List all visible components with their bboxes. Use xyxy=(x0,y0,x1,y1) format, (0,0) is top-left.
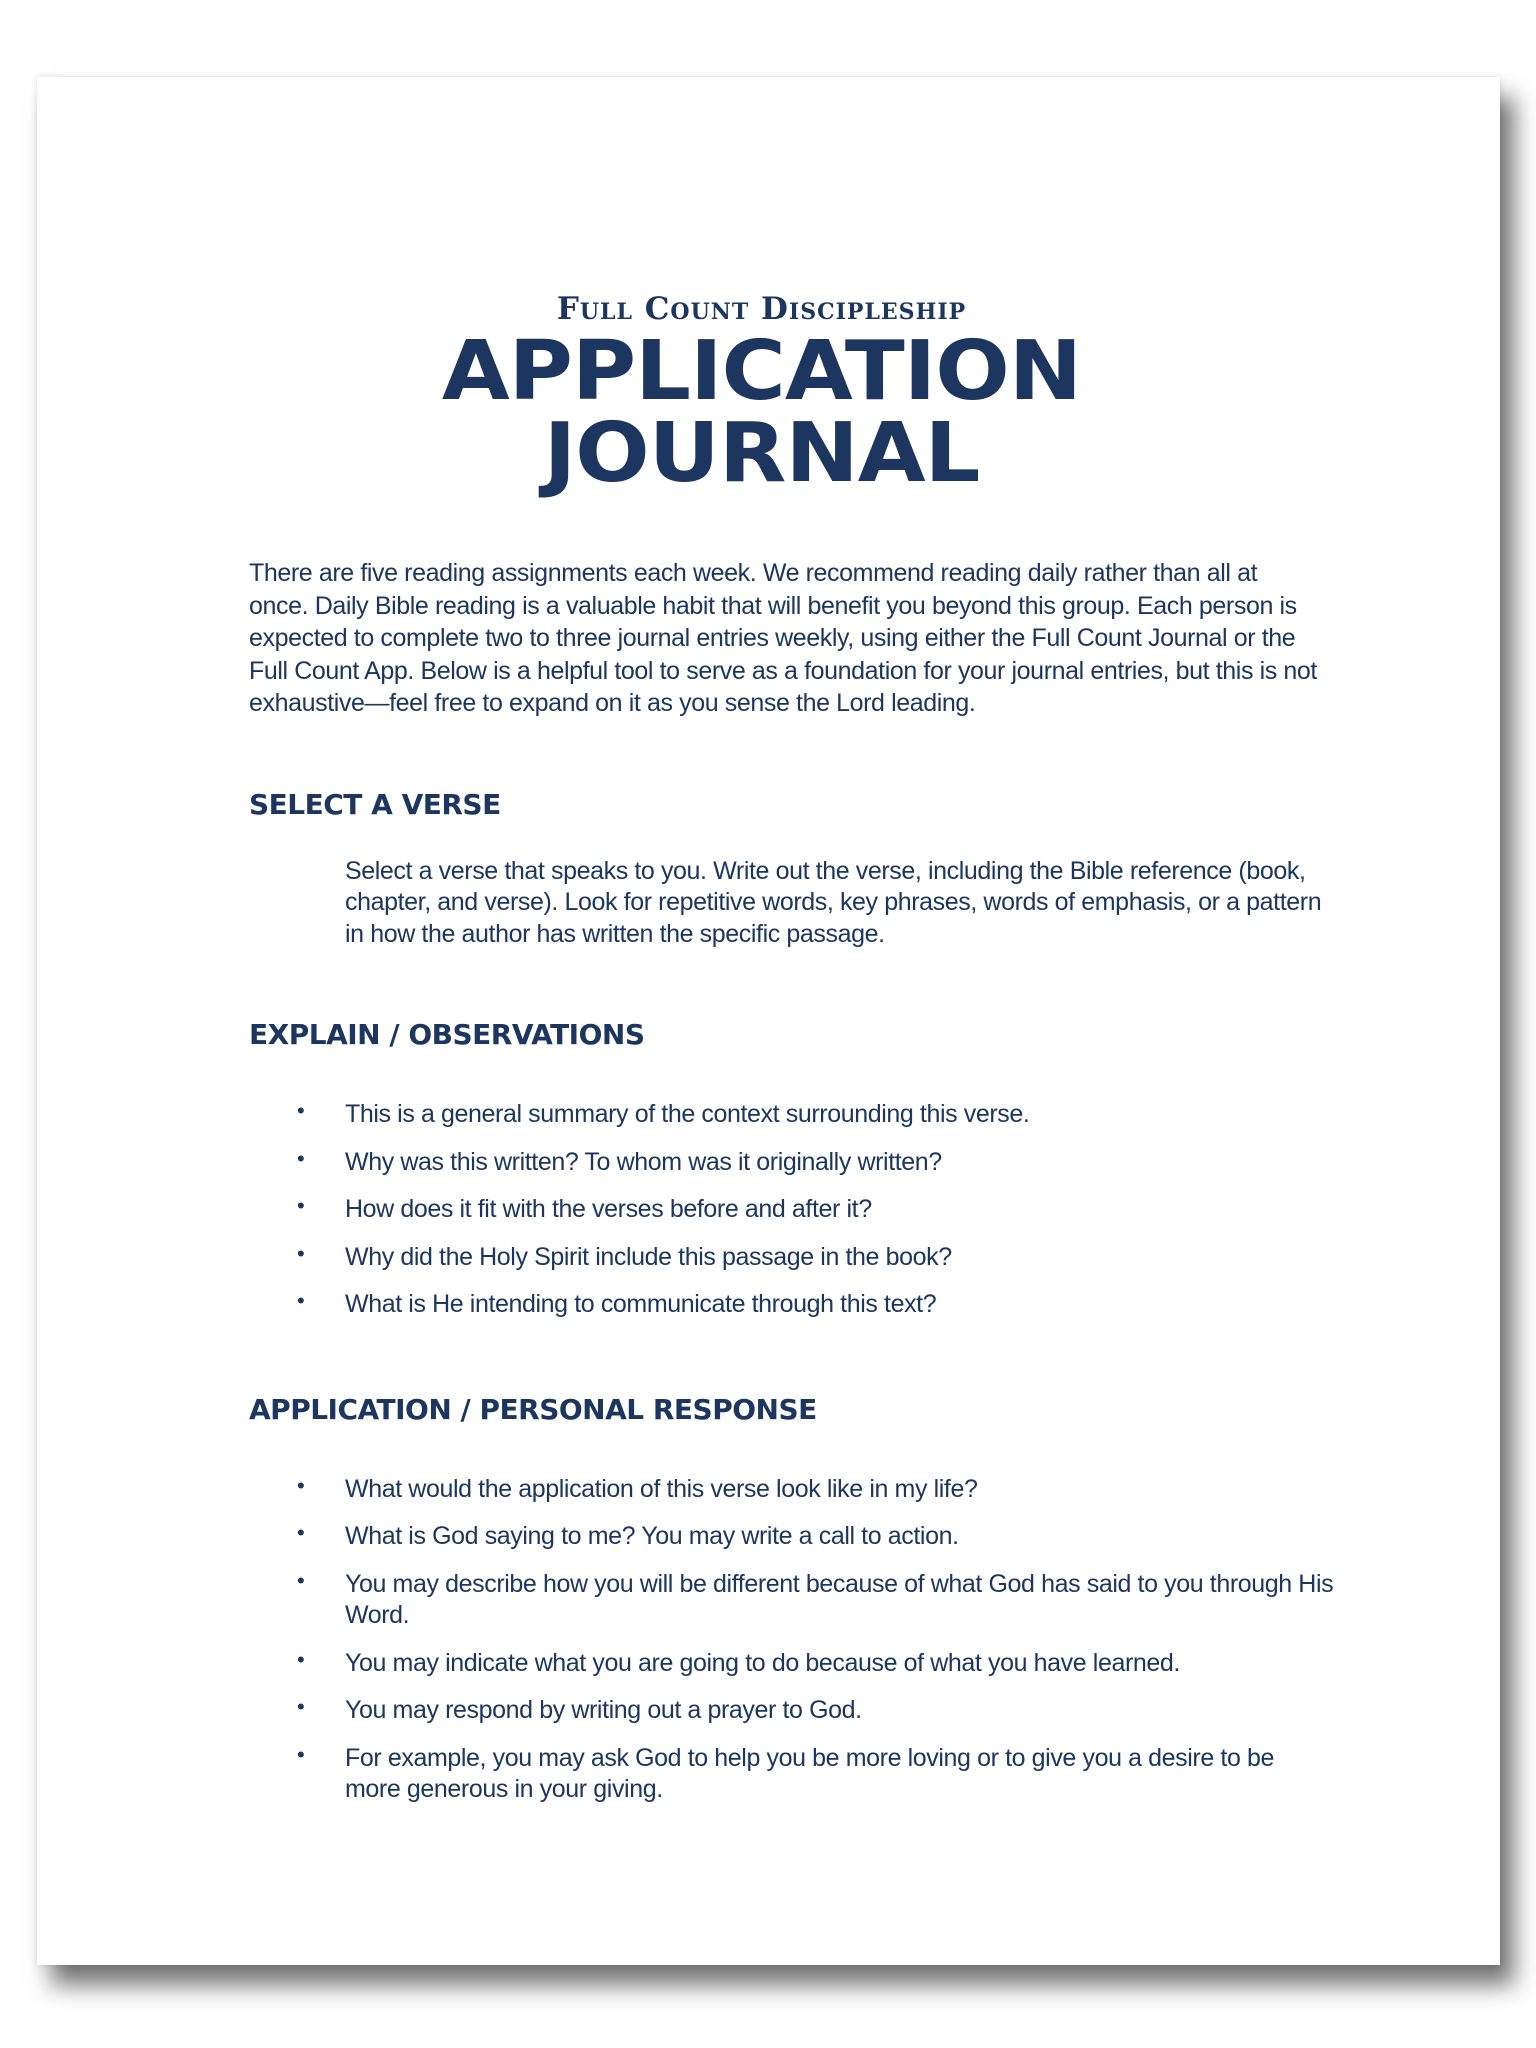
list-item xyxy=(249,1695,1335,1727)
bullet-icon: • xyxy=(297,1694,305,1719)
list-item-text: What is God saying to me? You may write a call to action. xyxy=(345,1522,959,1550)
bullet-icon: • xyxy=(297,1288,305,1313)
select-verse-text: Select a verse that speaks to you. Write out the verse, including the Bible reference (book, chapter, and verse). Look for repetitive words, key phrases, words of emphasis, or a pattern in how the author has written the specific passage. xyxy=(345,856,1322,948)
bullet-icon: • xyxy=(297,1646,305,1672)
bullet-icon: • xyxy=(297,1193,305,1218)
bullet-icon: • xyxy=(297,1240,305,1266)
list-item xyxy=(249,1099,1335,1131)
list-item-text: What is He intending to communicate through this text? xyxy=(345,1290,937,1318)
list-item xyxy=(249,1474,1335,1506)
bullet-icon: • xyxy=(297,1098,305,1123)
list-item-text: For example, you may ask God to help you be more loving or to give you a desire to be more generous in your giving. xyxy=(345,1743,1275,1803)
list-item xyxy=(249,1242,1335,1274)
bullet-icon: • xyxy=(297,1472,305,1498)
bullet-icon: • xyxy=(297,1567,305,1593)
list-item xyxy=(249,1194,1335,1226)
bullet-icon: • xyxy=(297,1145,305,1171)
page-content xyxy=(249,291,1339,1822)
list-item-text: Why was this written? To whom was it originally written? xyxy=(345,1147,942,1176)
application-list xyxy=(249,1474,1339,1806)
list-item xyxy=(249,1521,1335,1553)
list-item-text: Why did the Holy Spirit include this passage in the book? xyxy=(345,1242,952,1271)
list-item-text: This is a general summary of the context surrounding this verse. xyxy=(345,1100,1030,1128)
list-item-text: You may respond by writing out a prayer to God. xyxy=(345,1696,862,1724)
list-item-text: What would the application of this verse look like in my life? xyxy=(345,1474,978,1503)
section-heading-select-verse: SELECT A VERSE xyxy=(249,787,501,821)
section-heading-explain: EXPLAIN / OBSERVATIONS xyxy=(249,1018,645,1051)
explain-list xyxy=(249,1099,1339,1321)
page-title: APPLICATION JOURNAL xyxy=(441,324,1082,501)
document-page xyxy=(37,77,1500,1965)
list-item xyxy=(249,1289,1335,1321)
brand-subtitle: Full Count Discipleship xyxy=(556,291,967,327)
list-item xyxy=(249,1648,1335,1680)
list-item-text: You may indicate what you are going to do because of what you have learned. xyxy=(345,1648,1180,1677)
bullet-icon: • xyxy=(297,1520,305,1545)
list-item xyxy=(249,1147,1335,1179)
list-item-text: How does it fit with the verses before and after it? xyxy=(345,1195,872,1223)
list-item xyxy=(249,1569,1335,1632)
list-item xyxy=(249,1743,1335,1806)
section-heading-application: APPLICATION / PERSONAL RESPONSE xyxy=(249,1392,817,1426)
list-item-text: You may describe how you will be different because of what God has said to you through His Word. xyxy=(345,1569,1334,1629)
bullet-icon: • xyxy=(297,1741,305,1767)
intro-paragraph: There are five reading assignments each week. We recommend reading daily rather than all at once. Daily Bible reading is a valuable habit that will benefit you beyond this group. Each person is expected to complete two to three journal entries weekly, using either the Full Count Journal or the Full Count App. Below is a helpful tool to serve as a foundation for your journal entries, but this is not exhaustive—feel free to expand on it as you sense the Lord leading. xyxy=(249,559,1317,717)
